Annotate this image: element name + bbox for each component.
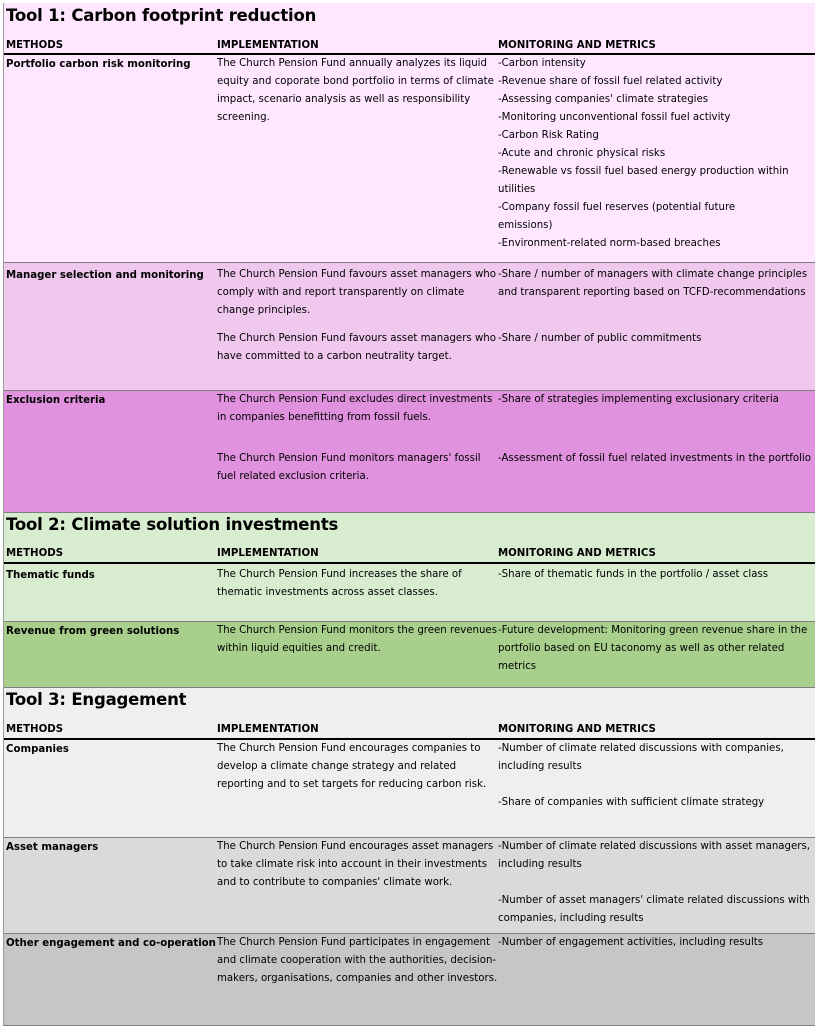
metric-line: -Carbon intensity xyxy=(498,58,586,69)
method-label: Manager selection and monitoring xyxy=(6,270,204,281)
metric-text: -Future development: Monitoring green revenue share in the portfolio based on EU taconomy as well as other related metrics xyxy=(498,625,808,672)
implementation-header: IMPLEMENTATION xyxy=(217,548,319,559)
metric-line: -Acute and chronic physical risks xyxy=(498,148,666,159)
method-label: Revenue from green solutions xyxy=(6,626,180,637)
metric-text: -Number of asset managers' climate related discussions with companies, including results xyxy=(498,895,810,924)
metric-line: utilities xyxy=(498,184,536,195)
monitoring-header: MONITORING AND METRICS xyxy=(498,548,656,559)
implementation-text: The Church Pension Fund participates in engagement and climate cooperation with the authorities, decision-makers, organisations, companies and other investors. xyxy=(217,937,498,984)
method-label: Portfolio carbon risk monitoring xyxy=(6,59,191,70)
metric-text: -Number of climate related discussions with asset managers, including results xyxy=(498,841,810,870)
method-label: Exclusion criteria xyxy=(6,395,106,406)
implementation-text: The Church Pension Fund annually analyzes its liquid equity and coporate bond portfolio in terms of climate impact, scenario analysis as well as responsibility screening. xyxy=(217,58,494,123)
header-rule xyxy=(4,562,815,564)
implementation-text: The Church Pension Fund increases the share of thematic investments across asset classes. xyxy=(217,569,462,598)
metric-text: -Number of engagement activities, including results xyxy=(498,937,764,948)
implementation-text: The Church Pension Fund monitors the green revenues within liquid equities and credit. xyxy=(217,625,498,654)
implementation-text: The Church Pension Fund encourages asset managers to take climate risk into account in their investments and to contribute to companies' climate work. xyxy=(217,841,494,888)
implementation-text: The Church Pension Fund favours asset managers who comply with and report transparently on climate change principles. xyxy=(217,269,496,316)
table-bottom-rule xyxy=(4,1025,815,1026)
metric-text: -Share of strategies implementing exclusionary criteria xyxy=(498,394,779,405)
metric-line: -Environment-related norm-based breaches xyxy=(498,238,721,249)
implementation-text: The Church Pension Fund favours asset managers who have committed to a carbon neutrality target. xyxy=(217,333,496,362)
implementation-text: The Church Pension Fund encourages companies to develop a climate change strategy and related reporting and to set targets for reducing carbon risk. xyxy=(217,743,487,790)
metric-text: -Share / number of managers with climate change principles and transparent reporting based on TCFD-recommendations xyxy=(498,269,808,298)
metric-line: -Carbon Risk Rating xyxy=(498,130,599,141)
method-label: Asset managers xyxy=(6,842,99,853)
metric-line: -Company fossil fuel reserves (potential future xyxy=(498,202,736,213)
metric-line: -Assessing companies' climate strategies xyxy=(498,94,709,105)
tool1-title: Tool 1: Carbon footprint reduction xyxy=(6,6,317,25)
metric-text: -Assessment of fossil fuel related investments in the portfolio xyxy=(498,453,811,464)
metric-text: -Share of companies with sufficient climate strategy xyxy=(498,797,765,808)
methods-header: METHODS xyxy=(6,548,64,559)
methods-header: METHODS xyxy=(6,724,64,735)
metric-text: -Number of climate related discussions with companies, including results xyxy=(498,743,784,772)
row-divider xyxy=(4,262,815,263)
method-label: Other engagement and co-operation xyxy=(6,938,216,949)
implementation-text: The Church Pension Fund monitors managers' fossil fuel related exclusion criteria. xyxy=(217,453,481,482)
method-label: Thematic funds xyxy=(6,570,95,581)
monitoring-header: MONITORING AND METRICS xyxy=(498,40,656,51)
metric-line: -Monitoring unconventional fossil fuel activity xyxy=(498,112,731,123)
implementation-header: IMPLEMENTATION xyxy=(217,40,319,51)
tool3-title: Tool 3: Engagement xyxy=(6,690,187,709)
implementation-text: The Church Pension Fund excludes direct investments in companies benefitting from fossil fuels. xyxy=(217,394,493,423)
metric-text: -Share of thematic funds in the portfolio / asset class xyxy=(498,569,769,580)
tool2-title: Tool 2: Climate solution investments xyxy=(6,515,339,534)
metrics-list xyxy=(498,55,816,253)
climate-tools-table xyxy=(3,3,814,1026)
section-divider xyxy=(4,687,815,688)
section-divider xyxy=(4,512,815,513)
metric-line: -Renewable vs fossil fuel based energy production within xyxy=(498,166,789,177)
metric-line: -Revenue share of fossil fuel related activity xyxy=(498,76,723,87)
metric-line: emissions) xyxy=(498,220,553,231)
methods-header: METHODS xyxy=(6,40,64,51)
implementation-header: IMPLEMENTATION xyxy=(217,724,319,735)
monitoring-header: MONITORING AND METRICS xyxy=(498,724,656,735)
metric-text: -Share / number of public commitments xyxy=(498,333,702,344)
method-label: Companies xyxy=(6,744,69,755)
